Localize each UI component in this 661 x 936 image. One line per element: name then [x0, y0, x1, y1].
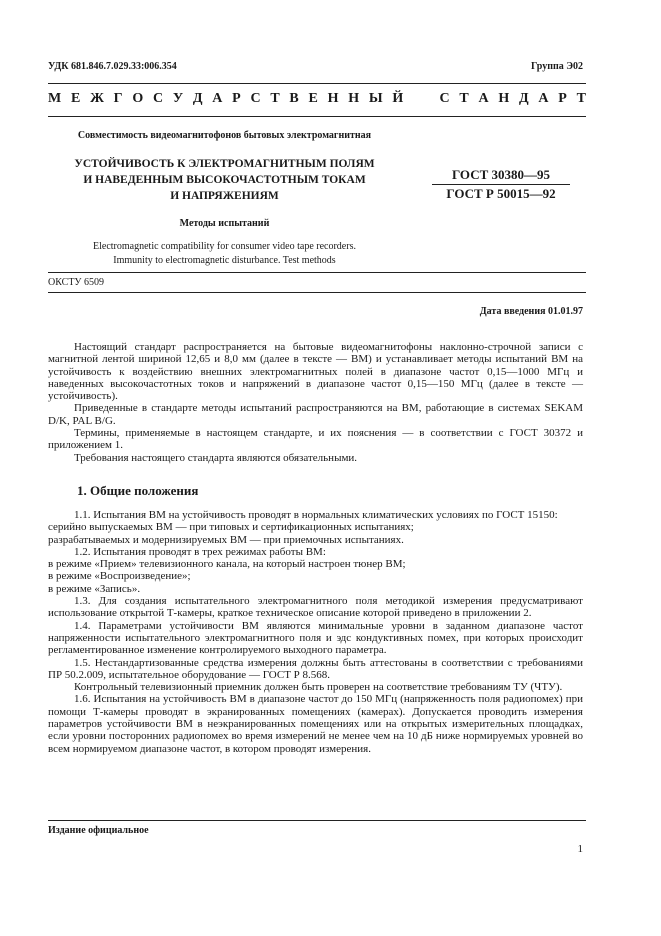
clause-1-2-item-a: в режиме «Прием» телевизионного канала, на который настроен тюнер ВМ;	[48, 558, 406, 571]
interstate-standard-banner	[48, 91, 586, 107]
banner-letter: Й	[392, 91, 404, 106]
banner-letter: Д	[192, 91, 203, 106]
banner-rule	[48, 116, 586, 117]
banner-letter: Г	[113, 91, 123, 106]
banner-letter: С	[152, 91, 164, 106]
banner-letter: Д	[519, 91, 529, 106]
official-edition-label: Издание официальное	[48, 825, 149, 836]
gost-designation	[432, 167, 570, 202]
gost-number-2: ГОСТ Р 50015—92	[446, 186, 556, 201]
banner-letter: Н	[348, 91, 360, 106]
methods-heading: Методы испытаний	[179, 218, 270, 229]
udk-code: УДК 681.846.7.029.33:006.354	[48, 61, 177, 72]
english-title	[48, 240, 401, 268]
banner-letter: Е	[308, 91, 318, 106]
clause-1-1-item-b: разрабатываемых и модернизируемых ВМ — при приемочных испытаниях.	[48, 533, 404, 546]
clause-1-5-note: Контрольный телевизионный приемник должен быть проверен на соответствие требованиям ТУ (ЧТУ).	[74, 681, 563, 694]
banner-letter: У	[172, 91, 184, 106]
banner-letter	[426, 91, 430, 107]
banner-letter: Т	[270, 91, 280, 106]
oksu-rule	[48, 272, 586, 273]
banner-letter: Е	[70, 91, 81, 106]
banner-letter: Н	[327, 91, 339, 106]
banner-letter: М	[48, 91, 62, 106]
section-1-text	[48, 509, 583, 755]
document-subtitle: Совместимость видеомагнитофонов бытовых электромагнитная	[77, 130, 372, 141]
document-title	[48, 156, 401, 204]
banner-letter: Т	[576, 91, 586, 106]
section-heading-general: 1. Общие положения	[77, 483, 199, 498]
english-title-line-1: Electromagnetic compatibility for consumer video tape recorders.	[93, 241, 356, 252]
banner-letter: Р	[558, 91, 567, 106]
banner-letter: Т	[459, 91, 469, 106]
top-rule	[48, 83, 586, 84]
page-number: 1	[577, 843, 583, 855]
group-code: Группа Э02	[531, 61, 583, 72]
clause-1-1: 1.1. Испытания ВМ на устойчивость проводят в нормальных климатических условиях по ГОСТ 15150:	[74, 509, 558, 521]
banner-letter: А	[538, 91, 549, 106]
intro-paragraph-4: Требования настоящего стандарта являются обязательными.	[74, 451, 358, 464]
clause-1-5: 1.5. Нестандартизованные средства измерения должны быть аттестованы в соответствии с требованиями ПР 50.2.009, испытательное оборудование — ГОСТ Р 8.568.	[48, 656, 583, 681]
banner-letter: О	[132, 91, 144, 106]
oksu-code: ОКСТУ 6509	[48, 277, 105, 288]
clause-1-4: 1.4. Параметрами устойчивости ВМ являются минимальные уровни в заданном диапазоне частот напряженности испытательного электромагнитного поля и эдс кондуктивных помех, при которых происходит регламентированное изменение контролируемого выходного параметра.	[48, 619, 583, 657]
banner-letter: С	[439, 91, 450, 106]
oksu-bottom-rule	[48, 292, 586, 293]
title-line-2: И НАВЕДЕННЫМ ВЫСОКОЧАСТОТНЫМ ТОКАМ	[83, 174, 366, 186]
clause-1-6: 1.6. Испытания на устойчивость ВМ в диапазоне частот до 150 МГц (напряженность поля радиопомех) при помощи Т-камеры проводят в экранированных помещениях (камерах). Допускается проводить измерения параметров устойчивости ВМ в неэкранированных помещениях или на открытых измерительных площадках, если уровни посторонних радиопомех во время измерений не менее чем на 10 дБ ниже нормируемых уровней во всем нормируемом диапазоне частот, в котором проводят измерения.	[48, 693, 583, 755]
banner-letter: Н	[498, 91, 510, 106]
clause-1-2-item-b: в режиме «Воспроизведение»;	[48, 570, 191, 583]
banner-letter: Ж	[90, 91, 104, 106]
banner-letter: В	[289, 91, 299, 106]
banner-letter: Р	[232, 91, 241, 106]
intro-paragraph-3: Термины, применяемые в настоящем стандарте, и их пояснения — в соответствии с ГОСТ 30372 и приложением 1.	[48, 427, 583, 452]
banner-letter: С	[250, 91, 261, 106]
intro-paragraph-2: Приведенные в стандарте методы испытаний распространяются на ВМ, работающие в системах SEKAM D/K, PAL B/G.	[48, 402, 583, 427]
title-line-1: УСТОЙЧИВОСТЬ К ЭЛЕКТРОМАГНИТНЫМ ПОЛЯМ	[74, 158, 375, 170]
title-line-3: И НАПРЯЖЕНИЯМ	[170, 190, 279, 202]
clause-1-2-item-c: в режиме «Запись».	[48, 582, 141, 595]
clause-1-2: 1.2. Испытания проводят в трех режимах работы ВМ:	[74, 545, 326, 558]
banner-letter: Ы	[368, 91, 383, 106]
footer-rule	[48, 820, 586, 821]
clause-1-3: 1.3. Для создания испытательного электромагнитного поля методикой измерения предусматривают использование открытой Т-камеры, краткое техническое описание которой приведено в приложении 2.	[48, 595, 583, 620]
gost-number-1: ГОСТ 30380—95	[432, 167, 570, 185]
banner-letter	[413, 91, 417, 107]
intro-text	[48, 341, 583, 464]
banner-letter: А	[478, 91, 489, 106]
introduction-date: Дата введения 01.01.97	[479, 306, 583, 317]
intro-paragraph-1: Настоящий стандарт распространяется на бытовые видеомагнитофоны наклонно-строчной записи с магнитной лентой шириной 12,65 и 8,0 мм (далее в тексте — ВМ) и устанавливает методы испытаний ВМ на устойчивость к воздействию внешних электромагнитных полей в диапазоне частот 0,15—1000 МГц и наведенных высокочастотных токов и напряжений в диапазоне частот 0,15—150 МГц (далее в тексте — устойчивость).	[48, 341, 583, 403]
banner-letter: А	[212, 91, 223, 106]
clause-1-1-item-a: серийно выпускаемых ВМ — при типовых и сертификационных испытаниях;	[48, 521, 414, 534]
english-title-line-2: Immunity to electromagnetic disturbance. Test methods	[113, 255, 336, 266]
